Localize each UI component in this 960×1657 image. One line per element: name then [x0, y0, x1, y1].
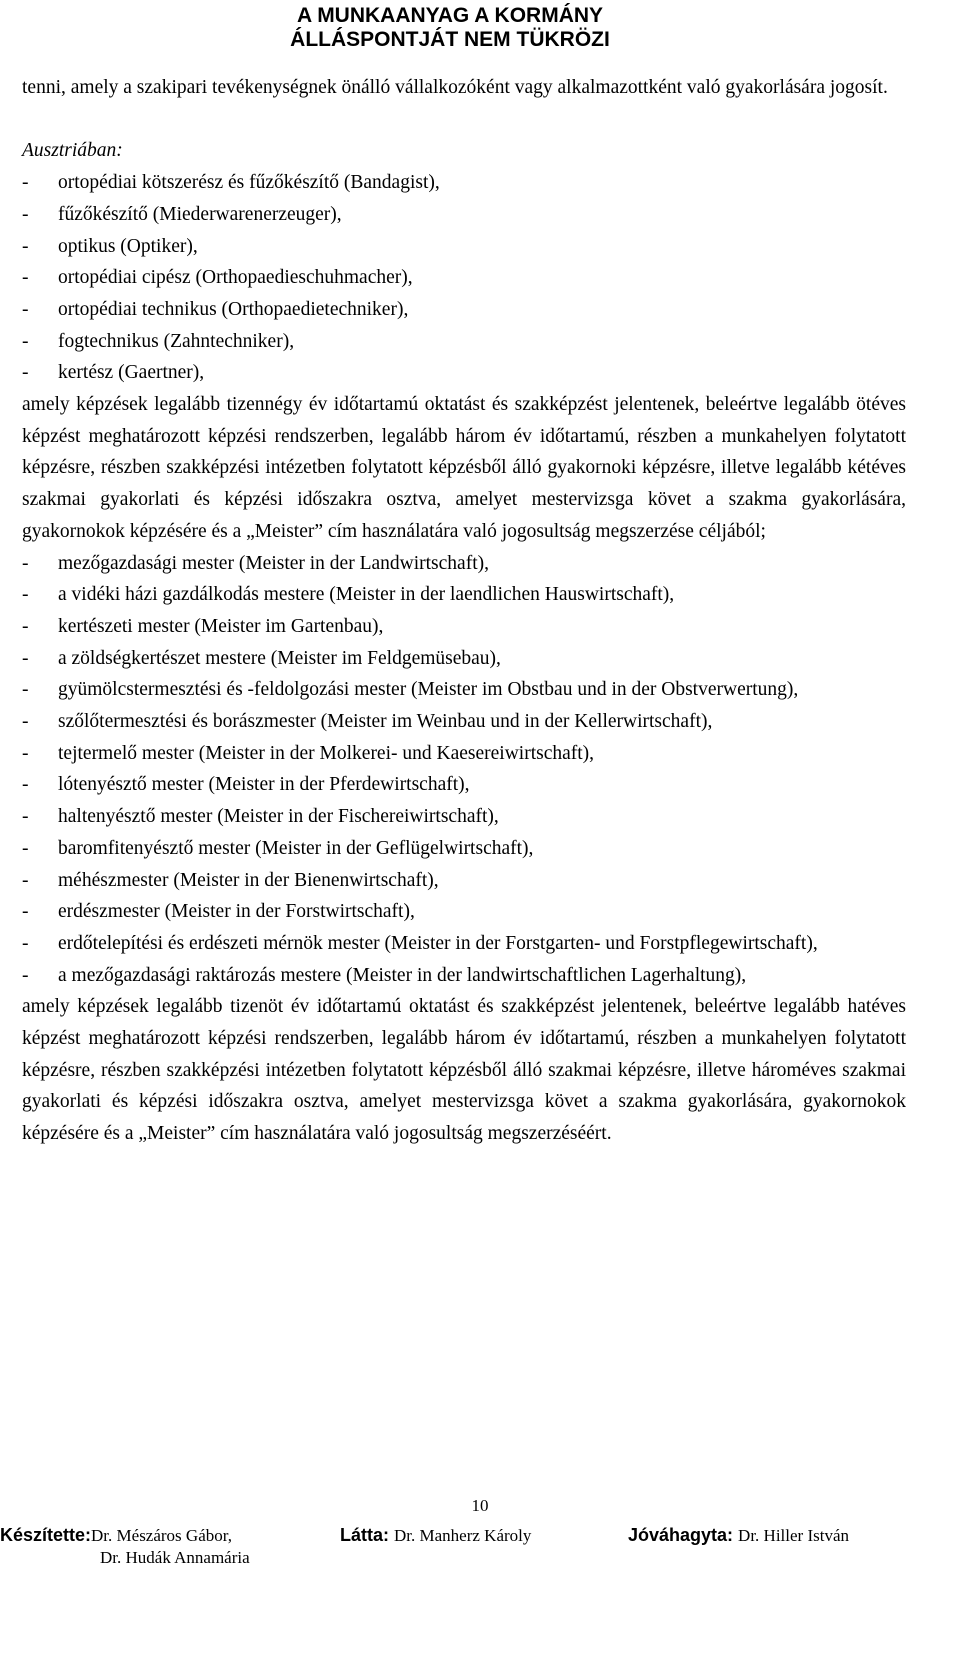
footer-author: Készítette:Dr. Mészáros Gábor, Dr. Hudák Annamária	[0, 1524, 320, 1569]
list-item-text: tejtermelő mester (Meister in der Molkerei- und Kaesereiwirtschaft),	[58, 742, 595, 764]
list-item	[22, 643, 906, 675]
list-item	[22, 865, 906, 897]
list-bullet: -	[22, 172, 29, 194]
list-item	[22, 801, 906, 833]
list-item-text: a zöldségkertészet mestere (Meister im Feldgemüsebau),	[58, 647, 501, 669]
list-item-text: gyümölcstermesztési és -feldolgozási mester (Meister im Obstbau und in der Obstverwertung),	[58, 679, 799, 701]
list-item	[22, 896, 906, 928]
list-bullet: -	[22, 679, 29, 701]
list-bullet: -	[22, 742, 29, 764]
list-bullet: -	[22, 584, 29, 606]
spacer	[22, 104, 906, 136]
footer-reviewer: Látta: Dr. Manherz Károly	[340, 1525, 532, 1545]
footer-approver: Jóváhagyta: Dr. Hiller István	[628, 1525, 849, 1545]
list-bullet: -	[22, 932, 29, 954]
paragraph-requirements-2: amely képzések legalább tizenöt év időtartamú oktatást és szakképzést jelentenek, beleértve legalább hatéves képzést meghatározott képzési rendszerben, legalább három év időtartamú, részben a munkahelyen folytatott képzésre, részben szakképzési intézetben folytatott képzésből álló szakmai képzésre, illetve hároméves szakmai gyakorlati és képzési időszakra osztva, amelyet mestervizsga követ a szakma gyakorlására, gyakornokok képzésére és a „Meister” cím használatára való jogosultság megszerzéséért.	[22, 996, 906, 1145]
footer	[0, 1524, 960, 1567]
footer-reviewer-name: Dr. Manherz Károly	[394, 1526, 532, 1545]
list-item	[22, 611, 906, 643]
list-bullet: -	[22, 964, 29, 986]
footer-approver-label: Jóváhagyta	[628, 1525, 728, 1545]
list-item-text: baromfitenyésztő mester (Meister in der Geflügelwirtschaft),	[58, 837, 534, 859]
intro-paragraph: tenni, amely a szakipari tevékenységnek önálló vállalkozóként vagy alkalmazottként való gyakorlására jogosít.	[22, 77, 888, 98]
list-bullet: -	[22, 235, 29, 257]
footer-author-label: Készítette	[0, 1525, 86, 1545]
list-item-text: erdészmester (Meister in der Forstwirtschaft),	[58, 901, 415, 923]
list-item-text: kertészeti mester (Meister im Gartenbau),	[58, 615, 384, 637]
list-bullet: -	[22, 330, 29, 352]
list-bullet: -	[22, 615, 29, 637]
list-bullet: -	[22, 806, 29, 828]
austria-heading: Ausztriában:	[22, 140, 123, 162]
document-body	[22, 72, 906, 1150]
list-item	[22, 262, 906, 294]
list-item-text: szőlőtermesztési és borászmester (Meister im Weinbau und in der Kellerwirtschaft),	[58, 711, 713, 733]
list-item-text: haltenyésztő mester (Meister in der Fischereiwirtschaft),	[58, 806, 499, 828]
list-bullet: -	[22, 901, 29, 923]
list-item-text: ortopédiai cipész (Orthopaedieschuhmacher),	[58, 267, 413, 289]
list-item-text: optikus (Optiker),	[58, 235, 198, 257]
list-item	[22, 357, 906, 389]
list-item-text: a mezőgazdasági raktározás mestere (Meister in der landwirtschaftlichen Lagerhaltung),	[58, 964, 747, 986]
list-bullet: -	[22, 869, 29, 891]
list-item	[22, 231, 906, 263]
list-item	[22, 833, 906, 865]
footer-approver-name: Dr. Hiller István	[738, 1526, 849, 1545]
list-bullet: -	[22, 298, 29, 320]
list-item	[22, 960, 906, 992]
footer-author-name-2: Dr. Hudák Annamária	[100, 1548, 250, 1567]
list-item	[22, 548, 906, 580]
list-item-text: fűzőkészítő (Miederwarenerzeuger),	[58, 203, 342, 225]
watermark-line-1: A MUNKAANYAG A KORMÁNY	[296, 4, 604, 27]
list-item-text: kertész (Gaertner),	[58, 362, 205, 384]
list-bullet: -	[22, 647, 29, 669]
list-bullet: -	[22, 837, 29, 859]
footer-author-name-1: Dr. Mészáros Gábor,	[91, 1526, 232, 1545]
list-item	[22, 706, 906, 738]
list-bullet: -	[22, 711, 29, 733]
list-item-text: mezőgazdasági mester (Meister in der Landwirtschaft),	[58, 552, 489, 574]
watermark-line-2: ÁLLÁSPONTJÁT NEM TÜKRÖZI	[290, 28, 610, 51]
paragraph-requirements-1: amely képzések legalább tizennégy év időtartamú oktatást és szakképzést jelentenek, beleértve legalább ötéves képzést meghatározott képzési rendszerben, legalább három év időtartamú, részben a munkahelyen folytatott képzésre, részben szakképzési intézetben folytatott képzésből álló gyakornoki képzésre, illetve legalább kétéves szakmai gyakorlati és képzési időszakra osztva, amelyet mestervizsga követ a szakma gyakorlására, gyakornokok képzésére és a „Meister” cím használatára való jogosultság megszerzése céljából;	[22, 394, 906, 542]
list-item	[22, 167, 906, 199]
list-item-text: ortopédiai technikus (Orthopaedietechniker),	[58, 298, 409, 320]
list-item	[22, 769, 906, 801]
list-item	[22, 579, 906, 611]
list-bullet: -	[22, 774, 29, 796]
list-item-text: lótenyésztő mester (Meister in der Pferdewirtschaft),	[58, 774, 470, 796]
list-item	[22, 294, 906, 326]
list-item	[22, 326, 906, 358]
list-item-text: ortopédiai kötszerész és fűzőkészítő (Bandagist),	[58, 172, 440, 194]
list-bullet: -	[22, 552, 29, 574]
list-bullet: -	[22, 267, 29, 289]
footer-reviewer-label: Látta	[340, 1525, 384, 1545]
list-bullet: -	[22, 203, 29, 225]
list-item-text: méhészmester (Meister in der Bienenwirtschaft),	[58, 869, 439, 891]
list-item-text: fogtechnikus (Zahntechniker),	[58, 330, 295, 352]
list-item	[22, 674, 906, 706]
list-masters	[22, 548, 906, 992]
list-professions	[22, 167, 906, 389]
list-item-text: a vidéki házi gazdálkodás mestere (Meister in der laendlichen Hauswirtschaft),	[58, 584, 675, 606]
list-item	[22, 199, 906, 231]
list-item	[22, 738, 906, 770]
watermark-heading	[200, 4, 700, 52]
list-bullet: -	[22, 362, 29, 384]
list-item-text: erdőtelepítési és erdészeti mérnök mester (Meister in der Forstgarten- und Forstpflegewirtschaft),	[58, 932, 818, 954]
page-number: 10	[471, 1496, 489, 1515]
list-item	[22, 928, 906, 960]
